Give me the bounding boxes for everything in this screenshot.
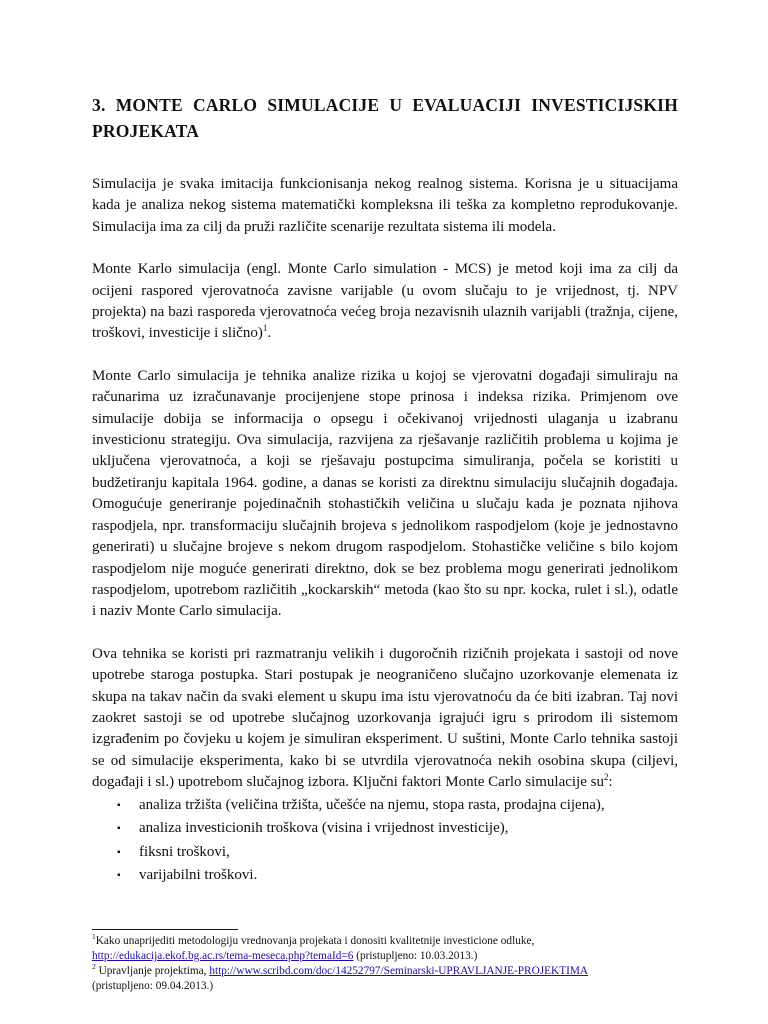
list-item-text: varijabilni troškovi. — [139, 867, 258, 884]
bullet-square-icon: ▪ — [117, 870, 121, 882]
footnote-ref-2[interactable]: 2 — [603, 772, 609, 783]
footnote-number: 1 — [92, 932, 96, 942]
list-item — [92, 794, 678, 818]
paragraph-simulation-definition: Simulacija je svaka imitacija funkcionisanja nekog realnog sistema. Korisna je u situacijama kada je analiza nekog sistema matematički kompleksna ili teška za kompletno reprodukovanje. Simulacija ima za cilj da pruži različite scenarije rezultata sistema ili modela. — [92, 176, 678, 235]
list-item — [92, 864, 678, 888]
footnote-1-link[interactable]: http://edukacija.ekof.bg.ac.rs/tema-meseca.php?temaId=6 — [92, 950, 354, 962]
bullet-square-icon: ▪ — [117, 799, 121, 811]
list-item — [92, 817, 678, 841]
list-item-text: fiksni troškovi, — [139, 843, 230, 860]
document-page — [92, 92, 678, 888]
list-item — [92, 841, 678, 865]
paragraph-monte-carlo-method — [92, 259, 678, 345]
footnote-separator — [92, 929, 238, 930]
footnote-1-source — [92, 949, 692, 964]
paragraph-risk-analysis: Monte Carlo simulacija je tehnika analize rizika u kojoj se vjerovatni događaji simuliraju na računarima uz izračunavanje procijenjene stope prinosa i indeksa rizika. Primjenom ove simulacije dobija se informacija o opsegu i očekivanoj vrijednosti ulaganja u izabranu investicionu strategiju. Ova simulacija, razvijena za rješavanje različitih problema u kojima je uključena vjerovatnoća, a koji se rješavaju postupcima simuliranja, počela se koristiti u budžetiranju kapitala 1964. godine, a danas se koristi za direktnu simulaciju slučajnih događaja. Omogućuje generiranje pojedinačnih stohastičkih veličina u slučaju kada je poznata njihova raspodjela, npr. transformaciju slučajnih brojeva s jednolikom raspodjelom (koje je jednostavno generirati) u slučajne brojeve s nekom drugom raspodjelom. Stohastičke veličine s bilo kojom raspodjelom nije moguće generirati direktno, dok se bez problema mogu generirati jednolikom raspodjelom, upotrebom različitih „kockarskih“ metoda (kao što su npr. kocka, rulet i sl.), odatle i naziv Monte Carlo simulacija. — [92, 367, 678, 620]
section-heading: 3. MONTE CARLO SIMULACIJE U EVALUACIJI INVESTICIJSKIH PROJEKATA — [92, 95, 678, 141]
bullet-square-icon: ▪ — [117, 846, 121, 858]
bullet-square-icon: ▪ — [117, 823, 121, 835]
list-item-text: analiza tržišta (veličina tržišta, učešće na njemu, stopa rasta, prodajna cijena), — [139, 796, 605, 813]
list-item-text: analiza investicionih troškova (visina i vrijednost investicije), — [139, 820, 509, 837]
footnote-access-date: (pristupljeno: 10.03.2013.) — [353, 950, 478, 962]
paragraph-text: Ova tehnika se koristi pri razmatranju velikih i dugoročnih rizičnih projekata i sastoji od nove upotrebe staroga postupka. Stari postupak je neograničeno slučajno uzorkovanje elemenata iz skupa na takav način da svaki element u skupu ima istu vjerovatnoću da će biti izabran. Taj novi zaokret sastoji se od upotrebe slučajnog uzorkovanja igrajući igru s prirodom ili sistemom izgrađenim po čovjeku u kojem je simuliran eksperiment. U suštini, Monte Carlo tehnika sastoji se od simulacije eksperimenta, kako bi se utvrdila vjerovatnoća nekih osobina skupa (ciljevi, događaji i sl.) upotrebom slučajnog izbora. Ključni faktori Monte Carlo simulacije su — [92, 645, 678, 791]
footnote-2 — [92, 964, 692, 979]
footnotes — [92, 934, 692, 994]
footnote-2-access: (pristupljeno: 09.04.2013.) — [92, 980, 214, 992]
footnote-1 — [92, 934, 692, 949]
footnote-2-link[interactable]: http://www.scribd.com/doc/14252797/Seminarski-UPRAVLJANJE-PROJEKTIMA — [209, 965, 589, 977]
paragraph-technique-usage — [92, 644, 678, 794]
paragraph-end: : — [608, 774, 613, 791]
footnote-text: Upravljanje projektima, — [95, 965, 210, 977]
footnote-ref-1[interactable]: 1 — [262, 323, 268, 334]
key-factors-list — [92, 794, 678, 888]
paragraph-end: . — [267, 325, 272, 342]
paragraph-text: Monte Karlo simulacija (engl. Monte Carlo simulation - MCS) je metod koji ima za cilj da ocijeni raspored vjerovatnoća zavisne varijable (u ovom slučaju to je vrijednost, tj. NPV projekta) na bazi rasporeda vjerovatnoća većeg broja nezavisnih ulaznih varijabli (tražnja, cijene, troškovi, investicije i slično) — [92, 261, 678, 342]
footnote-number: 2 — [92, 962, 96, 972]
footnote-text: Kako unaprijediti metodologiju vrednovanja projekata i donositi kvalitetnije investicione odluke, — [95, 935, 535, 947]
